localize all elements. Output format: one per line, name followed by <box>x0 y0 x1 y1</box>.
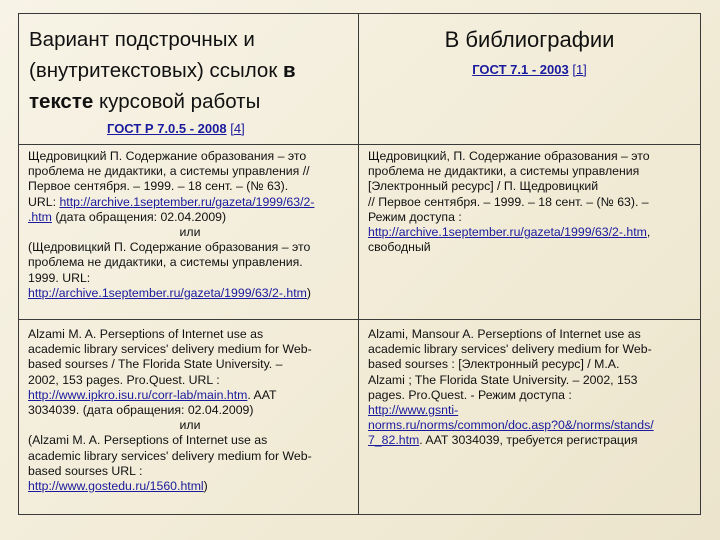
text-line: 1999. URL: <box>28 270 91 285</box>
text-line: Alzami ; The Florida State University. – 2002, 153 <box>368 372 638 387</box>
archive-1september-link-3[interactable]: http://archive.1september.ru/gazeta/1999/63/2-.htm <box>368 225 647 240</box>
text-line: ) <box>203 479 208 494</box>
header-left-reference <box>107 121 245 136</box>
gost-7-1-link[interactable]: ГОСТ 7.1 - 2003 <box>472 62 569 77</box>
archive-1september-link[interactable]: http://archive.1september.ru/gazeta/1999/63/2- <box>59 194 315 209</box>
text-line: based sourses URL : <box>28 463 143 478</box>
header-right-reference <box>359 62 700 77</box>
text-line: Первое сентября. – 1999. – 18 сент. – (№ 63). <box>28 179 289 194</box>
row2-right-cell <box>359 320 700 514</box>
gsnti-norms-link-cont[interactable]: norms.ru/norms/common/doc.asp?0&/norms/stands/ <box>368 418 654 433</box>
row2-left-cell <box>19 320 359 514</box>
text-line: Щедровицкий, П. Содержание образования – это <box>368 149 650 163</box>
text-line: (Alzami M. A. Perseptions of Internet use as <box>28 433 268 448</box>
text-line: based sourses : [Электронный ресурс] / M.A. <box>368 357 620 372</box>
text-line: 2002, 153 pages. Pro.Quest. URL : <box>28 372 220 387</box>
text-line: // Первое сентября. – 1999. – 18 сент. – (№ 63). – <box>368 194 649 209</box>
gsnti-norms-link[interactable]: http://www.gsnti- <box>368 403 459 418</box>
citation-table <box>18 13 701 515</box>
text-line: Щедровицкий П. Содержание образования – это <box>28 149 307 163</box>
or-label: или <box>179 225 201 240</box>
text-line: проблема не дидактики, а системы управления. <box>28 255 303 270</box>
row1-left-text <box>28 149 352 301</box>
ref-1-link[interactable]: 1 <box>575 62 584 77</box>
text-line: . AAT <box>247 387 277 402</box>
ref-4-link[interactable]: 4 <box>233 121 242 136</box>
gostedu-link[interactable]: http://www.gostedu.ru/1560.html <box>28 479 204 494</box>
header-right-title: В библиографии <box>444 27 615 52</box>
ref-bracket: [4] <box>230 121 245 136</box>
text-line: Режим доступа : <box>368 209 462 224</box>
row1-left-cell <box>19 145 359 320</box>
text-line: Alzami M. A. Perseptions of Internet use as <box>28 327 264 341</box>
text-line: based sourses / The Florida State University. – <box>28 357 283 372</box>
text-line: academic library services' delivery medium for Web- <box>368 342 652 357</box>
gost-r-7-0-5-link[interactable]: ГОСТ Р 7.0.5 - 2008 <box>107 121 227 136</box>
header-left-line-1: Вариант подстрочных и <box>29 28 255 51</box>
ref-bracket: [1] <box>572 62 587 77</box>
text-line: Alzami, Mansour A. Perseptions of Internet use as <box>368 327 641 341</box>
ipkro-link[interactable]: http://www.ipkro.isu.ru/corr-lab/main.htm <box>28 387 248 402</box>
text-line: . AAT 3034039, требуется регистрация <box>419 433 638 448</box>
row1-right-cell <box>359 145 700 320</box>
archive-1september-link-cont[interactable]: .htm <box>28 209 52 224</box>
row2-left-text <box>28 327 352 494</box>
header-left-bold-word: в <box>283 59 296 82</box>
text-line: pages. Pro.Quest. - Режим доступа : <box>368 387 572 402</box>
row2-right-text <box>368 327 694 449</box>
text-line: [Электронный ресурс] / П. Щедровицкий <box>368 179 599 194</box>
text-line: , <box>646 225 651 240</box>
text-line: проблема не дидактики, а системы управления // <box>28 164 310 179</box>
header-left-bold-word-2: тексте <box>29 90 94 113</box>
text-line: свободный <box>368 240 431 255</box>
header-left-cell <box>19 14 359 145</box>
text-line: (Щедровицкий П. Содержание образования – это <box>28 240 311 255</box>
header-right-cell <box>359 14 700 145</box>
text-line: проблема не дидактики, а системы управления <box>368 164 640 179</box>
gsnti-norms-link-end[interactable]: 7_82.htm <box>368 433 420 448</box>
text-line: academic library services' delivery medium for Web- <box>28 342 312 357</box>
or-label: или <box>179 418 201 433</box>
header-left-line-3: курсовой работы <box>93 90 261 113</box>
text-line: URL: <box>28 194 60 209</box>
text-line: academic library services' delivery medium for Web- <box>28 448 312 463</box>
text-line: 3034039. (дата обращения: 02.04.2009) <box>28 403 254 418</box>
text-line: (дата обращения: 02.04.2009) <box>51 209 227 224</box>
archive-1september-link-2[interactable]: http://archive.1september.ru/gazeta/1999/63/2-.htm <box>28 285 307 300</box>
row1-right-text <box>368 149 694 255</box>
header-left-title <box>29 24 350 117</box>
header-left-line-2: (внутритекстовых) ссылок <box>29 59 283 82</box>
text-line: ) <box>306 285 312 300</box>
